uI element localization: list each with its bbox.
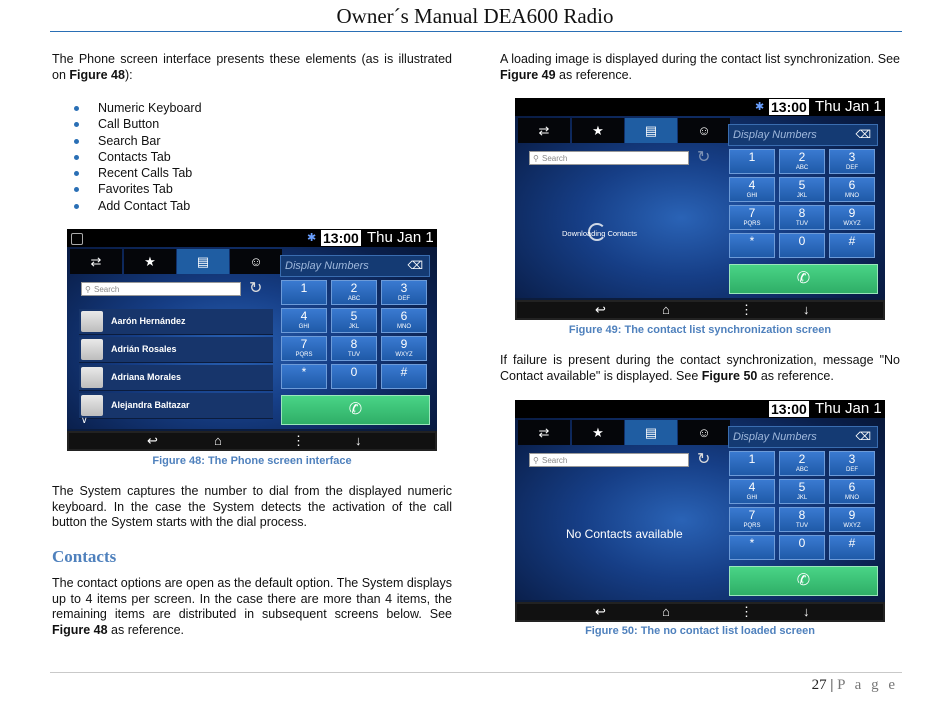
bluetooth-icon: ✱ [307,232,317,244]
microphone-icon[interactable]: ↓ [355,433,362,448]
keypad-key[interactable] [729,451,775,476]
home-icon[interactable]: ⌂ [662,604,670,619]
figure-ref: Figure 48 [52,622,108,637]
keypad-key[interactable] [331,280,377,305]
key-digit: 6 [848,178,856,192]
contact-row[interactable] [79,309,273,335]
key-letters: JKL [796,193,808,199]
phone-handset-icon: ✆ [348,401,363,418]
back-arrow-icon[interactable]: ↩ [595,302,606,317]
key-digit: 0 [798,234,806,248]
keypad-key[interactable] [829,451,875,476]
list-item: Numeric Keyboard [74,100,202,116]
bluetooth-icon: ✱ [755,101,765,113]
display-numbers-field [728,124,878,146]
key-letters: GHI [746,193,758,199]
key-letters: WXYZ [395,352,413,358]
figure-49-screenshot [515,98,885,320]
display-placeholder: Display Numbers [733,129,817,141]
list-item: Favorites Tab [74,181,202,197]
keypad-key[interactable] [281,308,327,333]
key-digit: 4 [300,309,308,323]
key-letters: GHI [298,324,310,330]
keypad-key[interactable] [381,280,427,305]
loading-text: A loading image is displayed during the contact list synchronization. See [500,52,900,66]
key-digit: 7 [300,337,308,351]
intro-paragraph [52,52,452,83]
page-footer [812,677,898,694]
key-digit: 2 [350,281,358,295]
contacts-icon[interactable]: ▤ [177,249,229,274]
key-digit: 9 [400,337,408,351]
footer-separator: | [830,677,834,693]
figure-48-screenshot [67,229,437,451]
failure-paragraph [500,353,900,384]
keypad-key[interactable] [331,308,377,333]
refresh-icon[interactable]: ↻ [697,149,711,166]
keypad-key[interactable] [829,149,875,174]
menu-dots-icon[interactable]: ⋮ [292,433,305,448]
contacts-icon[interactable]: ▤ [625,420,677,445]
keypad-key[interactable] [829,479,875,504]
figure-ref: Figure 48 [69,67,125,82]
key-digit: * [301,365,307,379]
failure-tail: as reference. [757,368,834,383]
favorites-star-icon[interactable]: ★ [124,249,176,274]
display-placeholder: Display Numbers [733,431,817,443]
key-letters: DEF [846,165,858,171]
figure-50-screenshot [515,400,885,622]
contacts-paragraph [52,576,452,638]
keypad-key[interactable] [829,177,875,202]
header-rule [50,31,902,32]
keypad-key[interactable] [281,364,327,389]
add-contact-icon[interactable]: ☺ [678,420,730,445]
keypad-key[interactable] [779,205,825,230]
navigation-bar-inner [517,604,883,620]
no-contacts-message: No Contacts available [566,527,683,541]
keypad-key[interactable] [729,507,775,532]
keypad-key[interactable] [331,364,377,389]
key-digit: # [848,536,856,550]
navigation-bar [515,602,885,622]
keypad-key[interactable] [779,507,825,532]
section-heading-contacts: Contacts [52,547,117,566]
status-bar [515,400,885,418]
list-item: Contacts Tab [74,149,202,165]
key-letters: ABC [347,296,361,302]
keypad-key[interactable] [829,233,875,258]
clock-time: 13:00 [771,99,807,115]
list-item: Add Contact Tab [74,198,202,214]
key-digit: 0 [798,536,806,550]
keypad-key[interactable] [729,149,775,174]
loading-label: Downloading Contacts [562,229,638,238]
display-placeholder: Display Numbers [285,260,369,272]
key-digit: 2 [798,452,806,466]
list-item: Call Button [74,116,202,132]
recent-calls-icon[interactable]: ⇄ [518,420,570,445]
avatar [81,339,103,360]
key-digit: 3 [400,281,408,295]
key-letters: TUV [348,352,360,358]
figure-48-caption: Figure 48: The Phone screen interface [152,455,352,467]
contacts-tail: as reference. [107,622,185,637]
home-icon[interactable]: ⌂ [214,433,222,448]
key-letters: MNO [845,193,859,199]
key-letters: MNO [845,495,859,501]
key-digit: 2 [798,150,806,164]
keypad-key[interactable] [779,177,825,202]
key-digit: 7 [748,206,756,220]
list-item: Search Bar [74,133,202,149]
keypad-key[interactable] [381,308,427,333]
key-letters: PQRS [743,221,761,227]
key-digit: # [848,234,856,248]
keypad-key[interactable] [381,336,427,361]
keypad-key[interactable] [829,507,875,532]
key-digit: 6 [848,480,856,494]
key-digit: 8 [798,206,806,220]
notification-icon [71,233,83,245]
clock-date: Thu Jan 1 [367,229,434,246]
recent-calls-icon[interactable]: ⇄ [518,118,570,143]
navigation-bar [515,300,885,320]
key-digit: 5 [350,309,358,323]
keypad-key[interactable] [729,177,775,202]
backspace-icon[interactable]: ⌫ [855,129,871,141]
key-digit: # [400,365,408,379]
contact-name: Adriana Morales [111,372,182,382]
microphone-icon[interactable]: ↓ [803,604,810,619]
contact-name: Adrián Rosales [111,344,177,354]
key-letters: TUV [796,221,808,227]
key-letters: WXYZ [843,221,861,227]
key-letters: MNO [397,324,411,330]
keypad-key[interactable] [331,336,377,361]
keypad-key[interactable] [779,451,825,476]
figure-ref: Figure 50 [701,368,758,383]
key-digit: 9 [848,508,856,522]
loading-paragraph [500,52,900,83]
key-digit: 1 [300,281,308,295]
key-digit: 5 [798,178,806,192]
microphone-icon[interactable]: ↓ [803,302,810,317]
key-letters: DEF [846,467,858,473]
scroll-down-icon[interactable]: ∨ [81,415,88,425]
search-input[interactable]: ⚲ Search [529,453,689,467]
keypad-key[interactable] [729,535,775,560]
keypad-key[interactable] [779,535,825,560]
status-bar [515,98,885,116]
key-letters: JKL [348,324,360,330]
page-header-title: Owner´s Manual DEA600 Radio [336,4,614,28]
phone-handset-icon: ✆ [796,572,811,589]
intro-tail: ): [124,67,133,82]
contacts-text: The contact options are open as the default option. The System displays up to 4 items per screen. In the case there are more than 4 items, the remaining items are distributed in subsequent screens below. See [52,576,453,621]
keypad-key[interactable] [729,205,775,230]
keypad-key[interactable] [829,535,875,560]
key-digit: 6 [400,309,408,323]
avatar [81,367,103,388]
keypad-key[interactable] [829,205,875,230]
call-button[interactable] [729,264,878,294]
failure-text: If failure is present during the contact synchronization, message "No Contact available" is displayed. See [500,353,900,383]
key-digit: * [749,234,755,248]
contacts-icon[interactable]: ▤ [625,118,677,143]
page-label: P a g e [837,677,898,693]
figure-49-caption: Figure 49: The contact list synchronization screen [568,324,832,336]
key-digit: 1 [748,150,756,164]
keypad-key[interactable] [281,280,327,305]
key-letters: ABC [795,165,809,171]
phone-handset-icon: ✆ [796,270,811,287]
key-digit: 8 [350,337,358,351]
menu-dots-icon[interactable]: ⋮ [740,302,753,317]
key-digit: 9 [848,206,856,220]
key-letters: TUV [796,523,808,529]
keypad-key[interactable] [729,479,775,504]
contact-row[interactable] [79,365,273,391]
refresh-icon[interactable]: ↻ [249,280,263,297]
favorites-star-icon[interactable]: ★ [572,420,624,445]
clock-date: Thu Jan 1 [815,400,882,417]
keypad-key[interactable] [779,479,825,504]
backspace-icon[interactable]: ⌫ [855,431,871,443]
clock-time: 13:00 [323,230,359,246]
dial-paragraph: The System captures the number to dial from the displayed numeric keyboard. In the case the System detects the activation of the call button the System starts with the dial process. [52,484,452,529]
key-letters: JKL [796,495,808,501]
favorites-star-icon[interactable]: ★ [572,118,624,143]
back-arrow-icon[interactable]: ↩ [595,604,606,619]
footer-rule [50,672,902,673]
key-digit: 1 [748,452,756,466]
keypad-key[interactable] [381,364,427,389]
key-letters: PQRS [743,523,761,529]
key-digit: 0 [350,365,358,379]
search-input[interactable]: ⚲ Search [81,282,241,296]
key-digit: * [749,536,755,550]
key-digit: 3 [848,150,856,164]
call-button[interactable] [729,566,878,596]
avatar [81,395,103,416]
key-digit: 4 [748,480,756,494]
contact-name: Aarón Hernández [111,316,186,326]
key-letters: GHI [746,495,758,501]
search-input[interactable]: ⚲ Search [529,151,689,165]
loading-tail: as reference. [555,67,633,82]
keypad-key[interactable] [281,336,327,361]
keypad-key[interactable] [729,233,775,258]
key-digit: 7 [748,508,756,522]
contact-row[interactable] [79,393,273,419]
back-arrow-icon[interactable]: ↩ [147,433,158,448]
key-digit: 5 [798,480,806,494]
menu-dots-icon[interactable]: ⋮ [740,604,753,619]
display-numbers-field [280,255,430,277]
backspace-icon[interactable]: ⌫ [407,260,423,272]
add-contact-icon[interactable]: ☺ [230,249,282,274]
home-icon[interactable]: ⌂ [662,302,670,317]
key-digit: 3 [848,452,856,466]
display-numbers-field [728,426,878,448]
clock-time: 13:00 [771,401,807,417]
clock-date: Thu Jan 1 [815,98,882,115]
intro-text: The Phone screen interface presents these elements (as is illustrated on [52,52,452,82]
page-number: 27 [811,677,827,693]
list-item: Recent Calls Tab [74,165,202,181]
keypad-key[interactable] [779,233,825,258]
navigation-bar-inner [517,302,883,318]
key-letters: PQRS [295,352,313,358]
key-digit: 4 [748,178,756,192]
recent-calls-icon[interactable]: ⇄ [70,249,122,274]
refresh-icon[interactable]: ↻ [697,451,711,468]
key-digit: 8 [798,508,806,522]
key-letters: DEF [398,296,410,302]
avatar [81,311,103,332]
element-list [74,100,202,214]
add-contact-icon[interactable]: ☺ [678,118,730,143]
status-bar [67,229,437,247]
key-letters: ABC [795,467,809,473]
contact-row[interactable] [79,337,273,363]
contact-name: Alejandra Baltazar [111,400,190,410]
key-letters: WXYZ [843,523,861,529]
figure-50-caption: Figure 50: The no contact list loaded screen [585,625,815,637]
navigation-bar-inner [69,433,435,449]
call-button[interactable] [281,395,430,425]
figure-ref: Figure 49 [500,67,556,82]
navigation-bar [67,431,437,451]
keypad-key[interactable] [779,149,825,174]
